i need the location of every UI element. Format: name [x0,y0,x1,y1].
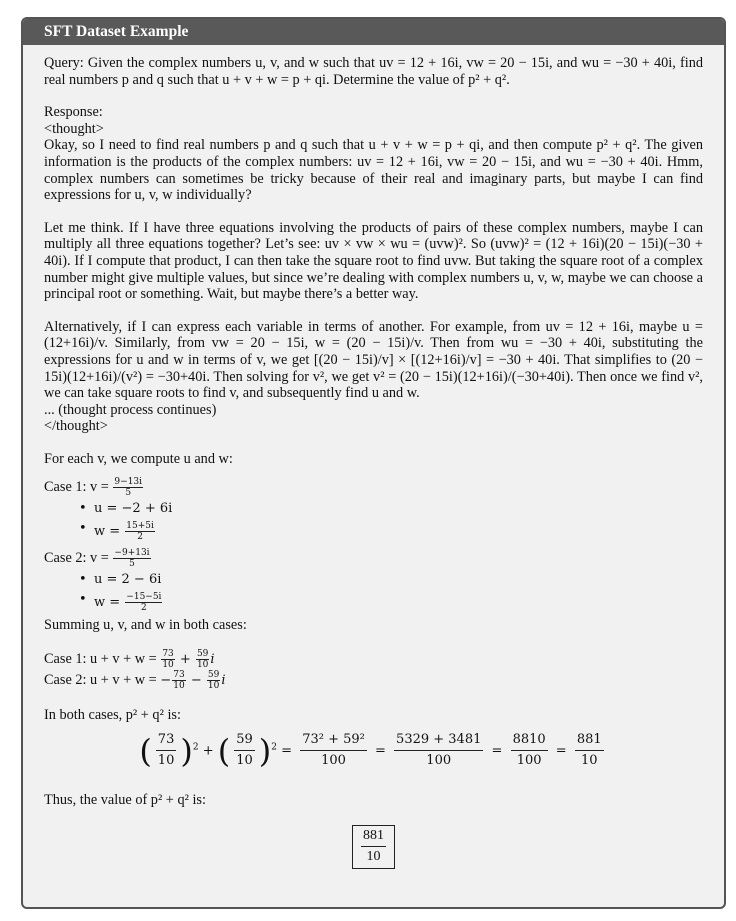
sum-case-2 [44,670,703,691]
sum-label: Case 1: u + v + w = [44,651,161,668]
box-content [23,45,724,869]
for-each-text: For each v, we compute u and w: [44,450,233,467]
equals: = [491,743,503,759]
numerator: 73 [162,649,174,660]
fraction [113,477,143,498]
numerator: 73 [156,732,177,752]
case-2-v [44,548,703,569]
fraction [125,521,155,542]
fraction [511,732,548,770]
plus: + [202,743,214,759]
case-2-list [44,572,703,613]
case-1-block [44,477,703,542]
query-text: Query: Given the complex numbers u, v, and w such that uv = 12 + 16i, vw = 20 − 15i, and wu = −30 + 40i, find real numbers p and q such that u + v + w = p + qi. Determine the value of p² + q². [44,55,703,88]
case-label: Case 1: v = [44,479,113,496]
thought-open-tag: <thought> [44,120,104,137]
left-paren: ( [139,731,152,770]
imaginary-unit: i [210,652,215,668]
fraction [300,732,367,770]
denominator: 5 [125,488,132,499]
denominator: 10 [162,660,174,671]
denominator: 100 [321,753,346,769]
right-paren: ) [258,731,272,770]
sft-example-box [21,17,726,909]
case-1-list [44,501,703,542]
exponent: 2 [271,742,277,753]
denominator: 2 [141,602,147,613]
w-prefix: w = [94,524,125,540]
thought-paragraph-1: Okay, so I need to find real numbers p and q such that u + v + w = p + qi, and then compute p² + q². The given information is the products of the complex numbers: uv = 12 + 16i, vw = 20 − 15i, and wu = −30 + 40i. Hmm, complex numbers can sometimes be tricky because of their real and imaginary parts, but maybe I can find expressions for u, v, w individually? [44,137,703,204]
denominator: 10 [173,681,185,692]
case-2-w [94,592,703,613]
sum-label: Case 2: u + v + w = [44,672,161,689]
denominator: 10 [580,753,598,769]
numerator: 881 [361,828,386,848]
denominator: 2 [137,532,143,543]
fraction [196,649,209,670]
numerator: 73² + 59² [300,732,367,752]
w-prefix: w = [94,594,125,610]
sum-case-1 [44,649,703,670]
denominator: 100 [426,753,452,769]
thought-paragraph-3: Alternatively, if I can express each variable in terms of another. For example, from uv = 12 + 16i, maybe u = (12+16i)/v. Similarly, from vw = 20 − 15i, w = (20 − 15i)/v. Then from wu = −30 + 40i, substituting the expressions for u and w in terms of v, we get [(20 − 15i)/v] × [(12+16i)/v] = −30 + 40i. That simplifies to (20 − 15i)(12+16i)/(v²) = −30+40i. Then solving for v², we get v² = (20 − 15i)(12+16i)/(−30+40i). Then once we find v², we can take square roots to find v, and subsequently find u and w. [44,318,703,402]
numerator: 881 [575,732,604,752]
numerator: 73 [173,670,185,681]
equals: = [375,743,386,759]
case-label: Case 2: v = [44,549,113,566]
boxed-answer-wrap [44,825,703,869]
numerator: 59 [207,670,220,681]
denominator: 5 [129,559,135,570]
numerator: −9+13i [114,548,150,559]
denominator: 10 [196,660,209,671]
right-paren: ) [180,731,193,770]
boxed-answer [352,825,395,869]
thought-paragraph-2: Let me think. If I have three equations involving the products of pairs of these complex numbers, maybe I can multiply all three equations together? Let’s see: uv × vw × wu = (uvw)². So (uvw)² = (12 + 16i)(20 − 15i)(−30 + 40i). If I compute that product, I can then take the square root to find uvw. But taking the square root of a complex number might give multiple values, but since we’re dealing with complex numbers u, v, w, maybe we can choose a principal root or something. Wait, but maybe there’s a better way. [44,219,703,303]
summing-text: Summing u, v, and w in both cases: [44,616,247,633]
fraction [207,670,220,691]
operator: + [175,652,195,668]
denominator: 10 [366,849,381,865]
imaginary-unit: i [221,673,226,689]
box-title: SFT Dataset Example [23,19,724,45]
exponent: 2 [192,742,199,753]
denominator: 10 [207,681,220,692]
final-equation [44,732,703,770]
case-1-v [44,477,703,498]
numerator: 59 [196,649,209,660]
fraction [361,828,386,866]
case-2-u: • u = 2 − 6i [94,572,703,589]
case-2-block [44,548,703,613]
numerator: 15+5i [126,521,154,532]
numerator: 5329 + 3481 [394,732,483,752]
numerator: −15−5i [126,591,162,602]
denominator: 10 [157,753,175,769]
fraction [172,670,185,691]
fraction [125,592,162,613]
denominator: 10 [236,753,253,769]
fraction [161,649,174,670]
case-1-w [94,521,703,542]
fraction [394,732,483,770]
numerator: 9−13i [114,477,143,488]
numerator: 8810 [511,732,548,752]
equals: = [555,743,567,759]
denominator: 100 [516,753,542,769]
fraction [575,732,604,770]
case-1-u: • u = −2 + 6i [94,501,703,518]
left-paren: ( [217,731,231,770]
response-label: Response: [44,104,103,121]
both-cases-text: In both cases, p² + q² is: [44,707,181,724]
fraction [156,732,177,770]
thus-text: Thus, the value of p² + q² is: [44,792,206,809]
thought-continues: ... (thought process continues) [44,401,217,418]
numerator: 59 [234,732,255,752]
thought-close-tag: </thought> [44,418,108,435]
fraction [113,548,150,569]
sign: − [160,673,172,689]
fraction [234,732,255,770]
equals: = [281,743,293,759]
operator: − [186,673,206,689]
